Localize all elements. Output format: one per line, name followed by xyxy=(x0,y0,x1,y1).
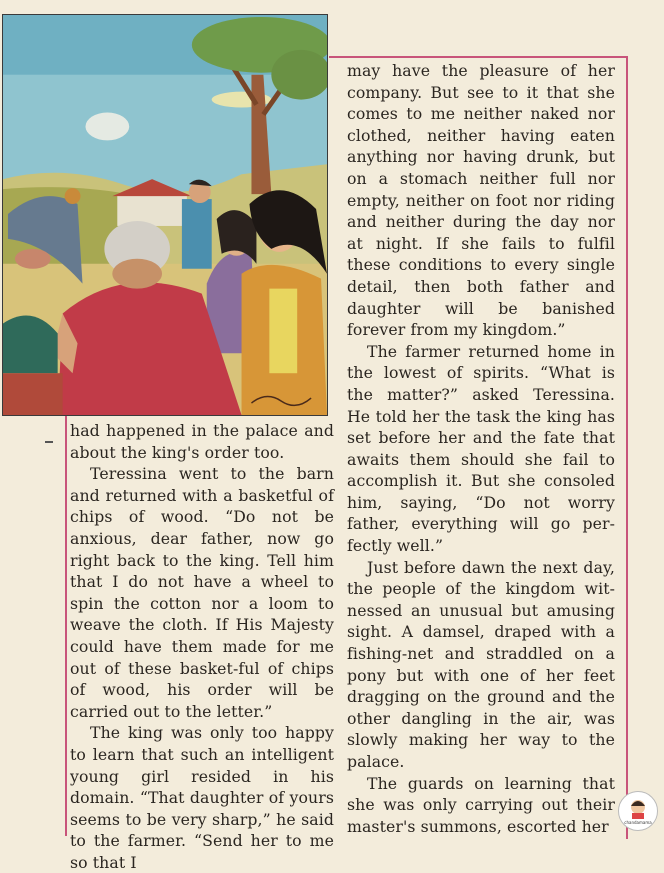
right-text-column xyxy=(347,60,615,837)
left-text-column xyxy=(70,420,334,873)
right-top-border xyxy=(329,56,627,58)
right-page-border xyxy=(626,56,628,839)
paragraph: had happened in the palace and about the king's order too. xyxy=(70,421,334,462)
paragraph: The king was only too happy to learn that such an intelligent young girl resided in his domain. “That daughter of yours seems to be very sharp,” he said to the farmer. “Send her to me so that I xyxy=(70,723,334,872)
paragraph: The guards on learning that she was only carrying out their master's summons, escorted her xyxy=(347,773,615,836)
publisher-logo xyxy=(618,791,658,831)
paragraph: Teressina went to the barn and returned with a basketful of chips of wood. “Do not be anxious, dear father, now go right back to the king. Tell him that I do not have a wheel to spin the cotton nor a loom to weave the cloth. If His Majesty could have them made for me out of these basket-ful of chips of wood, his order will be carried out to the letter.” xyxy=(70,464,334,721)
paragraph: Just before dawn the next day, the people of the kingdom wit-nessed an unusual but amusing sight. A damsel, draped with a fishing-net and straddled on a pony but with one of her feet dragging on the ground and the other dangling in the air, was slowly making her way to the palace. xyxy=(347,557,615,771)
paragraph: may have the pleasure of her company. But see to it that she comes to me neither naked nor clothed, neither having eaten anything nor having drunk, but on a stomach neither full nor empty, neither on foot nor riding and neither during the day nor at night. If she fails to fulfil these conditions to every single detail, then both father and daughter will be banished forever from my kingdom.” xyxy=(347,61,615,340)
illustration-art xyxy=(3,15,327,415)
paragraph: The farmer returned home in the lowest of spirits. “What is the matter?” asked Teressina. He told her the task the king has set before her and the fate that awaits them should she fail to accomplish it. But she consoled him, saying, “Do not worry father, everything will go per-fectly well.” xyxy=(347,341,615,556)
left-page-border xyxy=(65,416,67,836)
margin-mark xyxy=(45,441,53,443)
story-illustration xyxy=(2,14,328,416)
logo-text: chandamama xyxy=(624,820,652,825)
